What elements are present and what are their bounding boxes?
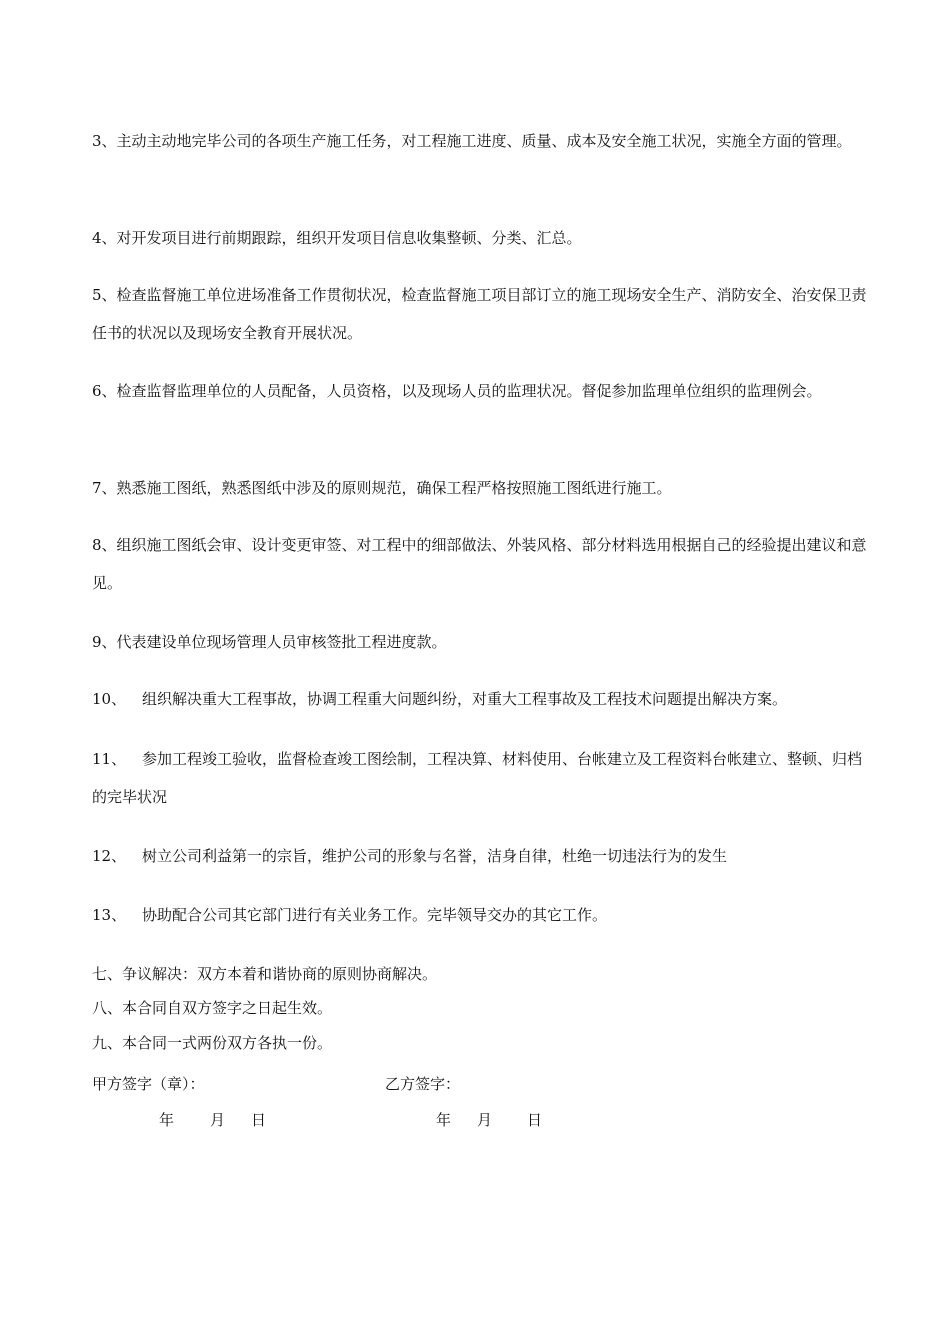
list-item [92,219,867,257]
item-text: 代表建设单位现场管理人员审核签批工程进度款。 [116,633,447,651]
item-number: 5、 [92,286,117,304]
list-item [92,276,867,352]
item-number: 7、 [92,479,117,497]
party-a-day: 日 [251,1111,267,1129]
item-text: 对开发项目进行前期跟踪，组织开发项目信息收集整顿、分类、汇总。 [116,229,582,247]
clause-eight: 八、本合同自双方签字之日起生效。 [92,999,333,1017]
item-text: 检查监督施工单位进场准备工作贯彻状况，检查监督施工项目部订立的施工现场安全生产、消防安全、治安保卫责任书的状况以及现场安全教育开展状况。 [92,286,867,342]
list-item [92,680,867,718]
party-a-month: 月 [210,1111,226,1129]
item-number: 11、 [92,750,127,768]
item-text: 主动主动地完毕公司的各项生产施工任务，对工程施工进度、质量、成本及安全施工状况，实施全方面的管理。 [116,132,852,150]
list-item [92,526,867,602]
item-number: 8、 [92,536,117,554]
item-number: 3、 [92,132,117,150]
item-text: 检查监督监理单位的人员配备，人员资格，以及现场人员的监理状况。督促参加监理单位组织的监理例会。 [116,382,822,400]
party-b-day: 日 [527,1111,543,1129]
item-text: 树立公司利益第一的宗旨，维护公司的形象与名誉，洁身自律，杜绝一切违法行为的发生 [142,847,728,865]
party-b-year: 年 [436,1111,452,1129]
clause-nine: 九、本合同一式两份双方各执一份。 [92,1034,333,1052]
list-item [92,896,867,934]
party-a-signature-label: 甲方签字（章）： [92,1075,205,1093]
party-a-year: 年 [159,1111,175,1129]
list-item [92,122,867,160]
list-item [92,837,867,875]
item-number: 9、 [92,633,117,651]
item-text: 熟悉施工图纸，熟悉图纸中涉及的原则规范，确保工程严格按照施工图纸进行施工。 [116,479,672,497]
item-number: 12、 [92,847,127,865]
party-b-month: 月 [477,1111,493,1129]
list-item [92,740,867,816]
item-number: 10、 [92,690,127,708]
item-text: 组织解决重大工程事故，协调工程重大问题纠纷，对重大工程事故及工程技术问题提出解决方案。 [142,690,788,708]
item-text: 组织施工图纸会审、设计变更审签、对工程中的细部做法、外装风格、部分材料选用根据自己的经验提出建议和意见。 [92,536,867,592]
list-item [92,469,867,507]
list-item [92,623,867,661]
list-item [92,372,867,410]
item-text: 协助配合公司其它部门进行有关业务工作。完毕领导交办的其它工作。 [142,906,608,924]
clause-seven: 七、争议解决：双方本着和谐协商的原则协商解决。 [92,965,438,983]
item-text: 参加工程竣工验收，监督检查竣工图绘制，工程决算、材料使用、台帐建立及工程资料台帐建立、整顿、归档的完毕状况 [92,750,863,806]
item-number: 6、 [92,382,117,400]
item-number: 13、 [92,906,127,924]
party-b-signature-label: 乙方签字： [385,1075,461,1093]
item-number: 4、 [92,229,117,247]
